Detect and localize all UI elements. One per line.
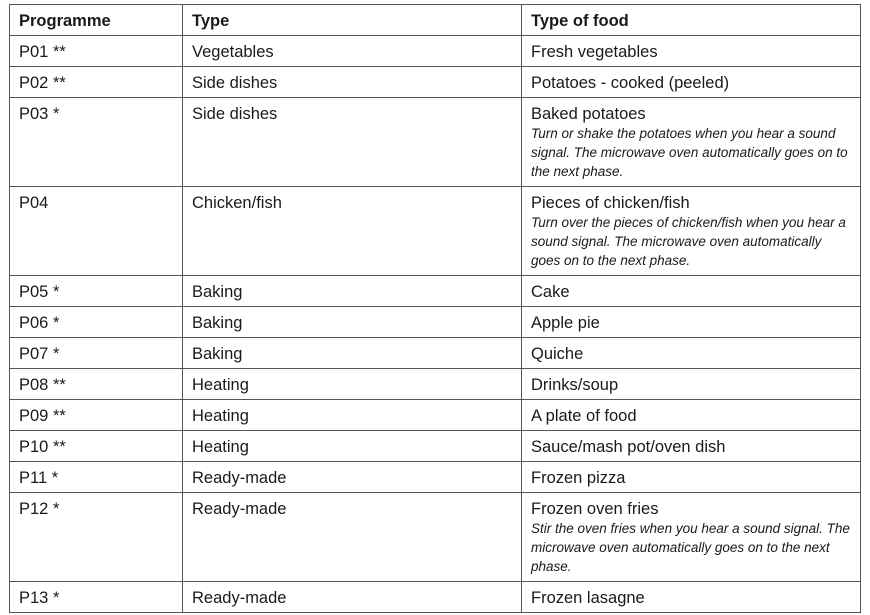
table-row bbox=[10, 276, 861, 307]
programme-table bbox=[9, 4, 861, 613]
food-name: A plate of food bbox=[531, 407, 637, 425]
food-cell bbox=[522, 36, 861, 67]
food-cell bbox=[522, 431, 861, 462]
food-name: Quiche bbox=[531, 345, 584, 363]
food-name: Pieces of chicken/fish bbox=[531, 194, 690, 212]
food-cell bbox=[522, 493, 861, 582]
table-row bbox=[10, 462, 861, 493]
header-programme: Programme bbox=[10, 5, 183, 36]
type-cell: Heating bbox=[183, 400, 522, 431]
type-cell: Ready-made bbox=[183, 462, 522, 493]
food-cell bbox=[522, 400, 861, 431]
programme-cell: P01 ** bbox=[10, 36, 183, 67]
type-cell: Side dishes bbox=[183, 98, 522, 187]
table-body bbox=[10, 36, 861, 613]
food-name: Apple pie bbox=[531, 314, 600, 332]
programme-cell: P04 bbox=[10, 187, 183, 276]
food-cell bbox=[522, 67, 861, 98]
food-cell bbox=[522, 462, 861, 493]
food-name: Sauce/mash pot/oven dish bbox=[531, 438, 726, 456]
header-type: Type bbox=[183, 5, 522, 36]
type-cell: Vegetables bbox=[183, 36, 522, 67]
food-instruction-note: Stir the oven fries when you hear a sound signal. The microwave oven automatically goes on to the next phase. bbox=[531, 521, 850, 574]
table-header bbox=[10, 5, 861, 36]
programme-cell: P10 ** bbox=[10, 431, 183, 462]
food-name: Potatoes - cooked (peeled) bbox=[531, 74, 730, 92]
food-cell bbox=[522, 98, 861, 187]
programme-cell: P05 * bbox=[10, 276, 183, 307]
type-cell: Baking bbox=[183, 276, 522, 307]
type-cell: Heating bbox=[183, 369, 522, 400]
type-cell: Ready-made bbox=[183, 493, 522, 582]
type-cell: Chicken/fish bbox=[183, 187, 522, 276]
table-row bbox=[10, 98, 861, 187]
programme-cell: P09 ** bbox=[10, 400, 183, 431]
table-row bbox=[10, 582, 861, 613]
food-name: Drinks/soup bbox=[531, 376, 619, 394]
type-cell: Side dishes bbox=[183, 67, 522, 98]
food-cell bbox=[522, 338, 861, 369]
food-name: Baked potatoes bbox=[531, 105, 646, 123]
table-row bbox=[10, 338, 861, 369]
food-instruction-note: Turn or shake the potatoes when you hear a sound signal. The microwave oven automatically goes on to the next phase. bbox=[531, 126, 848, 179]
header-row bbox=[10, 5, 861, 36]
programme-cell: P13 * bbox=[10, 582, 183, 613]
programme-cell: P02 ** bbox=[10, 67, 183, 98]
programme-cell: P08 ** bbox=[10, 369, 183, 400]
table-row bbox=[10, 307, 861, 338]
programme-cell: P07 * bbox=[10, 338, 183, 369]
programme-cell: P06 * bbox=[10, 307, 183, 338]
type-cell: Baking bbox=[183, 338, 522, 369]
food-name: Frozen pizza bbox=[531, 469, 626, 487]
type-cell: Heating bbox=[183, 431, 522, 462]
table-row bbox=[10, 67, 861, 98]
table-row bbox=[10, 187, 861, 276]
type-cell: Baking bbox=[183, 307, 522, 338]
table-row bbox=[10, 36, 861, 67]
programme-cell: P11 * bbox=[10, 462, 183, 493]
food-name: Fresh vegetables bbox=[531, 43, 658, 61]
food-name: Frozen lasagne bbox=[531, 589, 645, 607]
food-cell bbox=[522, 187, 861, 276]
food-instruction-note: Turn over the pieces of chicken/fish when you hear a sound signal. The microwave oven automatically goes on to the next phase. bbox=[531, 215, 846, 268]
table-row bbox=[10, 431, 861, 462]
programme-cell: P03 * bbox=[10, 98, 183, 187]
food-name: Frozen oven fries bbox=[531, 500, 659, 518]
type-cell: Ready-made bbox=[183, 582, 522, 613]
table-row bbox=[10, 400, 861, 431]
food-cell bbox=[522, 276, 861, 307]
header-type-of-food: Type of food bbox=[522, 5, 861, 36]
programme-cell: P12 * bbox=[10, 493, 183, 582]
table-row bbox=[10, 493, 861, 582]
table-row bbox=[10, 369, 861, 400]
food-cell bbox=[522, 582, 861, 613]
food-name: Cake bbox=[531, 283, 570, 301]
food-cell bbox=[522, 369, 861, 400]
food-cell bbox=[522, 307, 861, 338]
